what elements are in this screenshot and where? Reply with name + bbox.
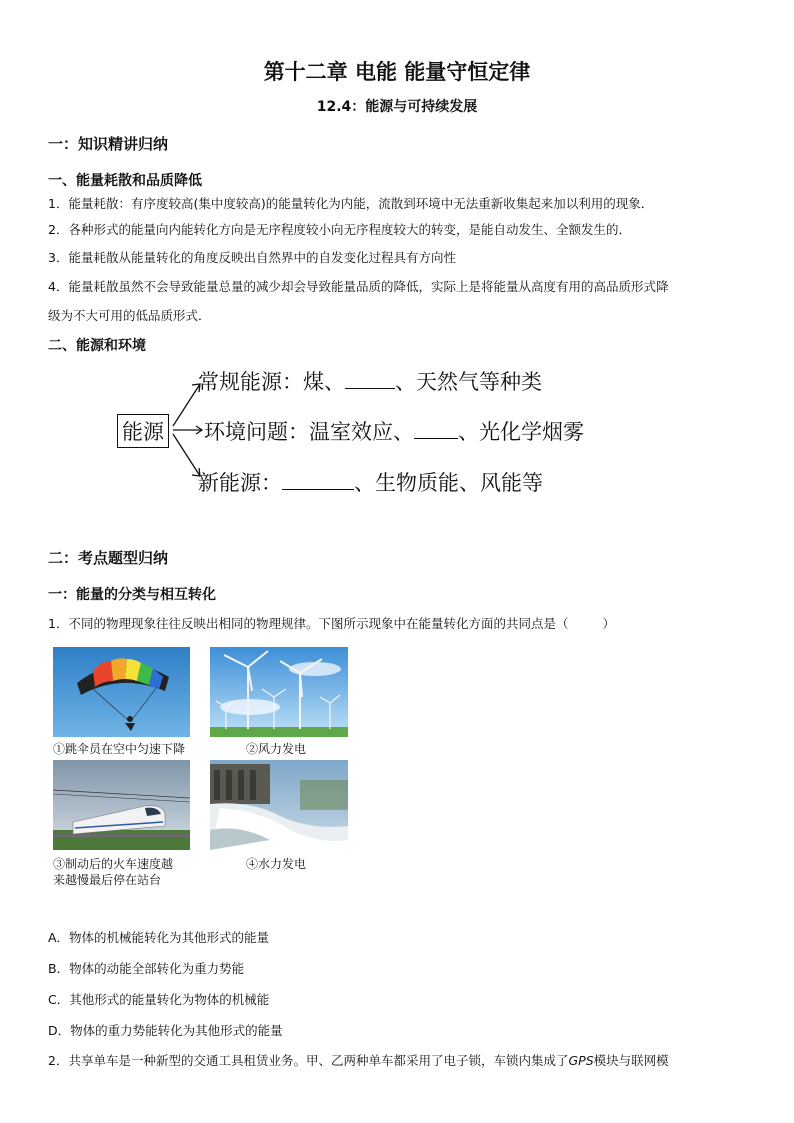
q2-text-post: 模块与联网模 (593, 1053, 669, 1068)
wind-turbine-photo (210, 647, 348, 737)
hydropower-photo (210, 760, 348, 850)
row3-post: 、生物质能、风能等 (354, 471, 543, 495)
q2-gps: GPS (568, 1053, 594, 1068)
sub1-item-2: 2．各种形式的能量向内能转化方向是无序程度较小向无序程度较大的转变，是能自动发生、全额发生的． (48, 222, 631, 237)
sub1-item-1: 1．能量耗散：有序度较高(集中度较高)的能量转化为内能，流散到环境中无法重新收集起来加以利用的现象． (48, 196, 654, 211)
question-1 (48, 614, 615, 632)
sec2-sub1-heading: 一：能量的分类与相互转化 (48, 587, 216, 603)
sub1-heading: 一、能量耗散和品质降低 (48, 173, 202, 189)
caption-3b: 来越慢最后停在站台 (53, 873, 162, 887)
q1-close-paren: ） (602, 616, 615, 631)
q1-text: 1．不同的物理现象往往反映出相同的物理规律。下图所示现象中在能量转化方面的共同点是（ (48, 616, 569, 631)
row1-pre: 常规能源：煤、 (198, 370, 345, 394)
option-c: C．其他形式的能量转化为物体的机械能 (48, 992, 270, 1007)
caption-3a: ③制动后的火车速度越 (53, 857, 174, 871)
row2-post: 、光化学烟雾 (458, 420, 584, 444)
diagram-row-conventional (198, 366, 542, 396)
caption-4: ④水力发电 (246, 857, 307, 871)
diagram-row-environment (204, 416, 584, 446)
row3-blank (282, 471, 354, 490)
sub1-item-4: 4．能量耗散虽然不会导致能量总量的减少却会导致能量品质的降低，实际上是将能量从高度有用的高品质形式降 (48, 279, 669, 294)
arrow-down (173, 434, 200, 476)
option-a: A．物体的机械能转化为其他形式的能量 (48, 930, 270, 945)
caption-1: ①跳伞员在空中匀速下降 (53, 742, 186, 756)
page-title: 第十二章 电能 能量守恒定律 (263, 60, 531, 84)
row2-pre: 环境问题：温室效应、 (204, 420, 414, 444)
parachutist-photo (53, 647, 190, 737)
question-2 (48, 1051, 669, 1069)
section1-heading: 一：知识精讲归纳 (48, 135, 169, 153)
arrow-up (173, 384, 200, 426)
option-b: B．物体的动能全部转化为重力势能 (48, 961, 245, 976)
page-subtitle: 12.4：能源与可持续发展 (316, 99, 478, 115)
row1-blank (345, 370, 395, 389)
sub2-heading: 二、能源和环境 (48, 338, 146, 354)
train-photo (53, 760, 190, 850)
caption-2: ②风力发电 (246, 742, 307, 756)
q2-text-pre: 2．共享单车是一种新型的交通工具租赁业务。甲、乙两种单车都采用了电子锁，车锁内集成了 (48, 1053, 569, 1068)
sub1-item-5: 级为不大可用的低品质形式． (48, 308, 211, 323)
diagram-row-new-energy (198, 467, 543, 497)
row3-pre: 新能源： (198, 471, 282, 495)
row2-blank (414, 420, 458, 439)
section2-heading: 二：考点题型归纳 (48, 549, 169, 567)
sub1-item-3: 3．能量耗散从能量转化的角度反映出自然界中的自发变化过程具有方向性 (48, 250, 456, 265)
option-d: D．物体的重力势能转化为其他形式的能量 (48, 1023, 283, 1038)
diagram-center-box: 能源 (117, 414, 169, 448)
row1-post: 、天然气等种类 (395, 370, 542, 394)
